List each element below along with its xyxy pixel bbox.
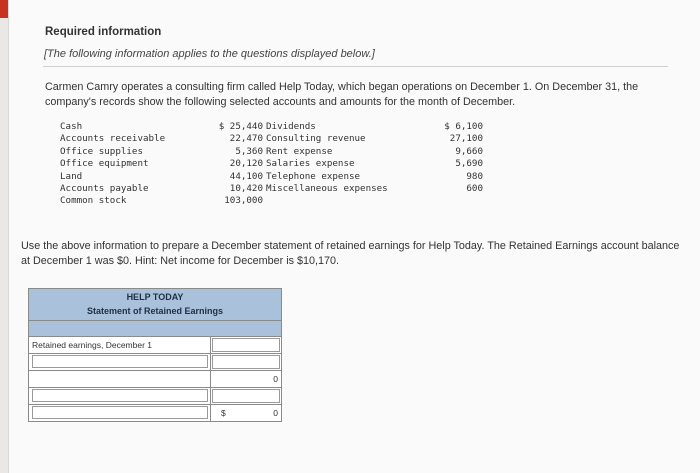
label-input[interactable]: [32, 355, 208, 368]
account-name: Accounts receivable: [60, 133, 166, 145]
statement-header: [29, 289, 281, 321]
account-name: Land: [60, 170, 83, 182]
account-name: Office supplies: [60, 145, 143, 157]
statement-row: [29, 405, 281, 421]
account-name: Cash: [60, 121, 83, 132]
amount-input[interactable]: [212, 355, 280, 369]
account-amount: 9,660: [455, 145, 483, 157]
required-info-title: Required information: [45, 26, 162, 38]
row-label-cell: [29, 354, 211, 370]
amount-input[interactable]: [212, 338, 280, 352]
label-input[interactable]: [32, 389, 208, 402]
account-amount: 10,420: [229, 183, 263, 195]
account-name: Common stock: [60, 195, 127, 207]
accounts-left-names: [60, 121, 165, 208]
row-label-cell: [29, 388, 211, 404]
divider: [43, 66, 668, 67]
amount-cell: [211, 388, 281, 404]
statement-row: [29, 354, 281, 371]
account-amount: 22,470: [229, 133, 263, 145]
row-label-cell: [29, 405, 211, 421]
account-amount: 27,100: [449, 133, 483, 145]
statement-row: [29, 388, 281, 405]
account-name: Accounts payable: [60, 183, 149, 195]
row-label-cell: [29, 371, 211, 387]
account-amount: 600: [466, 183, 483, 195]
amount-cell: [211, 354, 281, 370]
amount-cell: [211, 337, 281, 353]
account-amount: $ 6,100: [444, 121, 483, 132]
total-cell: [211, 405, 281, 421]
account-amount: 44,100: [229, 170, 263, 182]
statement-row: [29, 371, 281, 388]
label-input[interactable]: [32, 406, 208, 419]
statement-period-band: [29, 321, 281, 337]
total-value: 0: [273, 408, 278, 418]
account-name: Miscellaneous expenses: [266, 183, 388, 195]
account-amount: 980: [466, 170, 483, 182]
row-label: Retained earnings, December 1: [29, 337, 211, 353]
statement-row: [29, 337, 281, 354]
account-amount: $ 25,440: [218, 121, 263, 132]
info-note: [The following information applies to the questions displayed below.]: [44, 48, 375, 60]
intro-paragraph: Carmen Camry operates a consulting firm called Help Today, which began operations on December 1. On December 31, the company's records show the following selected accounts and amounts for the month of December.: [45, 81, 639, 108]
subtotal-cell: [211, 371, 281, 387]
question-card: [8, 0, 700, 473]
account-name: Consulting revenue: [266, 133, 366, 145]
amount-input[interactable]: [212, 389, 280, 403]
account-amount: 20,120: [229, 158, 263, 170]
accounts-left-amounts: [207, 121, 263, 208]
account-name: Telephone expense: [266, 170, 361, 182]
statement-title: Statement of Retained Earnings: [86, 306, 224, 316]
account-name: Office equipment: [60, 158, 149, 170]
retained-earnings-statement: [28, 288, 282, 422]
accounts-right-amounts: [429, 121, 483, 195]
accounts-right-names: [266, 121, 388, 195]
instructions-paragraph: Use the above information to prepare a December statement of retained earnings for Help Today. The Retained Earnings account balance at December 1 was $0. Hint: Net income for December is $10,170.: [21, 240, 680, 267]
account-amount: 5,690: [455, 158, 483, 170]
account-amount: 5,360: [235, 145, 263, 157]
company-name: HELP TODAY: [126, 292, 184, 302]
account-name: Salaries expense: [266, 158, 355, 170]
account-amount: 103,000: [224, 195, 263, 207]
dollar-sign: $: [221, 408, 226, 418]
subtotal-value: 0: [273, 374, 278, 384]
account-name: Rent expense: [266, 145, 333, 157]
account-name: Dividends: [266, 121, 316, 132]
